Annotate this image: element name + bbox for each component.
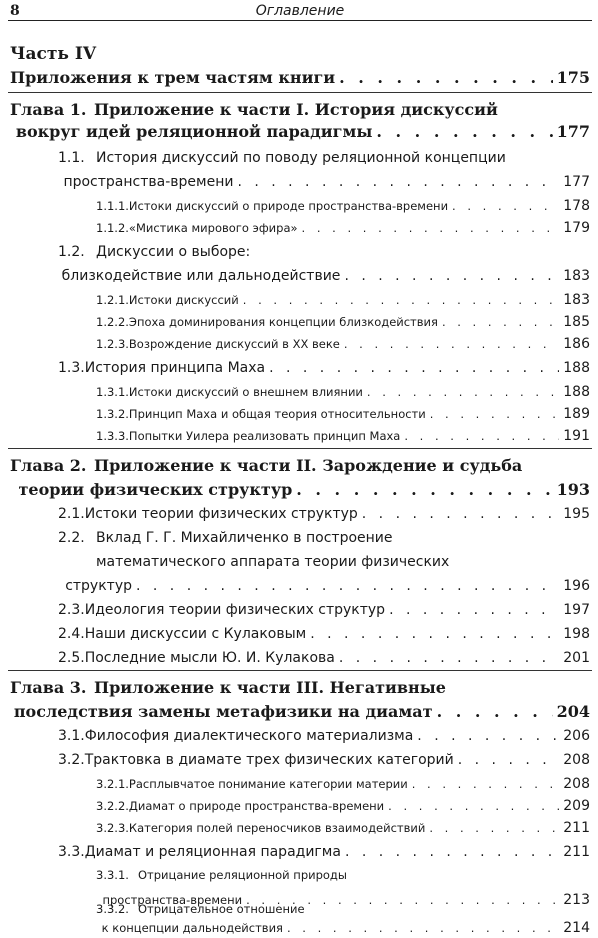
dot-leader — [344, 268, 559, 284]
running-head — [8, 2, 592, 21]
entry-title-line: Вклад Г. Г. Михайличенко в построение — [96, 530, 393, 546]
dot-leader — [136, 578, 559, 594]
entry-title-line: пространства-времени — [102, 893, 243, 907]
dot-leader — [269, 360, 559, 376]
entry-title-line: Эпоха доминирования концепции близкодействия — [128, 315, 438, 329]
page-ref[interactable]: 208 — [563, 776, 590, 792]
divider — [8, 670, 592, 671]
page-ref[interactable]: 177 — [556, 122, 590, 141]
entry-title-line: История принципа Маха — [84, 360, 266, 376]
entry-title-line: пространства-времени — [63, 174, 234, 190]
page-ref[interactable]: 211 — [563, 844, 590, 860]
entry-number: 1.3.2. — [96, 407, 129, 421]
entry-number: 2.1. — [58, 506, 85, 522]
page-ref[interactable]: 197 — [563, 602, 590, 618]
divider — [8, 92, 592, 93]
entry-number: 3.2.2. — [96, 799, 129, 813]
dot-leader — [388, 799, 559, 813]
entry-title-line: Возрождение дискуссий в XX веке — [128, 337, 340, 351]
entry-title-line: вокруг идей реляционной парадигмы — [15, 122, 373, 141]
entry-title-line: Истоки дискуссий — [128, 293, 239, 307]
dot-leader — [417, 728, 559, 744]
dot-leader — [430, 407, 560, 421]
entry-title-line: Приложение к части II. Зарождение и судьба — [94, 456, 523, 475]
entry-number: 2.3. — [58, 602, 85, 618]
page-ref[interactable]: 198 — [563, 626, 590, 642]
entry-title-line: Последние мысли Ю. И. Кулакова — [84, 650, 335, 666]
entry-number: 1.1.2. — [96, 221, 129, 235]
entry-title-line: Наши дискуссии с Кулаковым — [84, 626, 307, 642]
entry-number: Глава 2. — [10, 456, 87, 475]
page-ref[interactable]: 189 — [563, 406, 590, 422]
running-title: Оглавление — [255, 3, 345, 19]
page-ref[interactable]: 178 — [563, 198, 590, 214]
entry-title-line: Истоки теории физических структур — [84, 506, 358, 522]
dot-leader — [287, 921, 559, 935]
entry-title-line: Идеология теории физических структур — [84, 602, 386, 618]
entry-title-line: математического аппарата теории физических — [96, 554, 450, 570]
entry-title-line: Диамат о природе пространства-времени — [128, 799, 385, 813]
entry-title-line: Приложения к трем частям книги — [10, 68, 336, 87]
part-label: Часть IV — [10, 44, 97, 64]
dot-leader — [345, 844, 559, 860]
entry-number: 1.1.1. — [96, 199, 129, 213]
entry-number: 3.2.1. — [96, 777, 129, 791]
dot-leader — [339, 650, 559, 666]
page-ref[interactable]: 208 — [563, 752, 590, 768]
dot-leader — [452, 199, 559, 213]
page-ref[interactable]: 183 — [563, 268, 590, 284]
dot-leader — [339, 68, 552, 87]
entry-title-line: Приложение к части I. История дискуссий — [94, 100, 498, 119]
page-ref[interactable]: 186 — [563, 336, 590, 352]
page-ref[interactable]: 175 — [556, 68, 590, 87]
entry-number: Глава 1. — [10, 100, 87, 119]
entry-number: Глава 3. — [10, 678, 87, 697]
dot-leader — [367, 385, 559, 399]
entry-number: 1.3.1. — [96, 385, 129, 399]
entry-number: 3.2. — [58, 752, 85, 768]
page-ref[interactable]: 201 — [563, 650, 590, 666]
page-ref[interactable]: 196 — [563, 578, 590, 594]
entry-title-line: Расплывчатое понимание категории материи — [128, 777, 408, 791]
entry-title-line: Отрицательное отношение — [138, 902, 305, 916]
dot-leader — [389, 602, 559, 618]
dot-leader — [458, 752, 560, 768]
dot-leader — [302, 221, 560, 235]
entry-title-line: История дискуссий по поводу реляционной концепции — [96, 150, 506, 166]
entry-number: 2.5. — [58, 650, 85, 666]
page-ref[interactable]: 191 — [563, 428, 590, 444]
dot-leader — [412, 777, 560, 791]
entry-number: 3.3.2. — [96, 902, 129, 916]
entry-title-line: Истоки дискуссий о природе пространства-времени — [128, 199, 449, 213]
dot-leader — [437, 702, 553, 721]
entry-number: 3.1. — [58, 728, 85, 744]
dot-leader — [429, 821, 559, 835]
entry-number: 1.2.2. — [96, 315, 129, 329]
entry-title-line: к концепции дальнодействия — [101, 921, 283, 935]
entry-title-line: «Мистика мирового эфира» — [128, 221, 298, 235]
dot-leader — [237, 174, 559, 190]
page-ref[interactable]: 204 — [556, 702, 590, 721]
entry-title-line: Попытки Уилера реализовать принцип Маха — [128, 429, 401, 443]
entry-title-line: Диамат и реляционная парадигма — [84, 844, 341, 860]
entry-title-line: близкодействие или дальнодействие — [61, 268, 341, 284]
entry-number: 1.3. — [58, 360, 85, 376]
entry-title-line: последствия замены метафизики на диамат — [13, 702, 433, 721]
dot-leader — [296, 480, 552, 499]
page-ref[interactable]: 188 — [563, 384, 590, 400]
dot-leader — [442, 315, 559, 329]
dot-leader — [362, 506, 559, 522]
entry-title-line: Дискуссии о выборе: — [96, 244, 251, 260]
entry-number: 3.3.1. — [96, 868, 129, 882]
page-ref[interactable]: 211 — [563, 820, 590, 836]
page-ref[interactable]: 213 — [563, 892, 590, 908]
entry-number: 2.4. — [58, 626, 85, 642]
page-ref[interactable]: 209 — [563, 798, 590, 814]
entry-title-line: Категория полей переносчиков взаимодействий — [128, 821, 426, 835]
entry-number: 1.1. — [58, 150, 85, 166]
entry-title-line: Отрицание реляционной природы — [138, 868, 347, 882]
entry-title-line: Приложение к части III. Негативные — [94, 678, 446, 697]
entry-title-line: структур — [65, 578, 132, 594]
page-ref[interactable]: 195 — [563, 506, 590, 522]
entry-title-line: теории физических структур — [18, 480, 293, 499]
entry-number: 1.2.1. — [96, 293, 129, 307]
page-ref[interactable]: 183 — [563, 292, 590, 308]
page-ref[interactable]: 188 — [563, 360, 590, 376]
entry-title-line: Принцип Маха и общая теория относительности — [128, 407, 426, 421]
page-number: 8 — [10, 3, 20, 19]
page-ref[interactable]: 214 — [563, 920, 590, 936]
entry-number: 3.2.3. — [96, 821, 129, 835]
divider — [8, 448, 592, 449]
dot-leader — [376, 122, 552, 141]
entry-title-line: Философия диалектического материализма — [84, 728, 414, 744]
page-ref[interactable]: 185 — [563, 314, 590, 330]
dot-leader — [243, 293, 560, 307]
page-ref[interactable]: 193 — [556, 480, 590, 499]
page-ref[interactable]: 177 — [563, 174, 590, 190]
entry-number: 1.3.3. — [96, 429, 129, 443]
dot-leader — [344, 337, 559, 351]
entry-title-line: Истоки дискуссий о внешнем влиянии — [128, 385, 363, 399]
entry-number: 2.2. — [58, 530, 85, 546]
entry-number: 1.2. — [58, 244, 85, 260]
entry-number: 3.3. — [58, 844, 85, 860]
page-ref[interactable]: 206 — [563, 728, 590, 744]
dot-leader — [404, 429, 559, 443]
dot-leader — [310, 626, 559, 642]
page-ref[interactable]: 179 — [563, 220, 590, 236]
entry-number: 1.2.3. — [96, 337, 129, 351]
entry-title-line: Трактовка в диамате трех физических категорий — [84, 752, 454, 768]
